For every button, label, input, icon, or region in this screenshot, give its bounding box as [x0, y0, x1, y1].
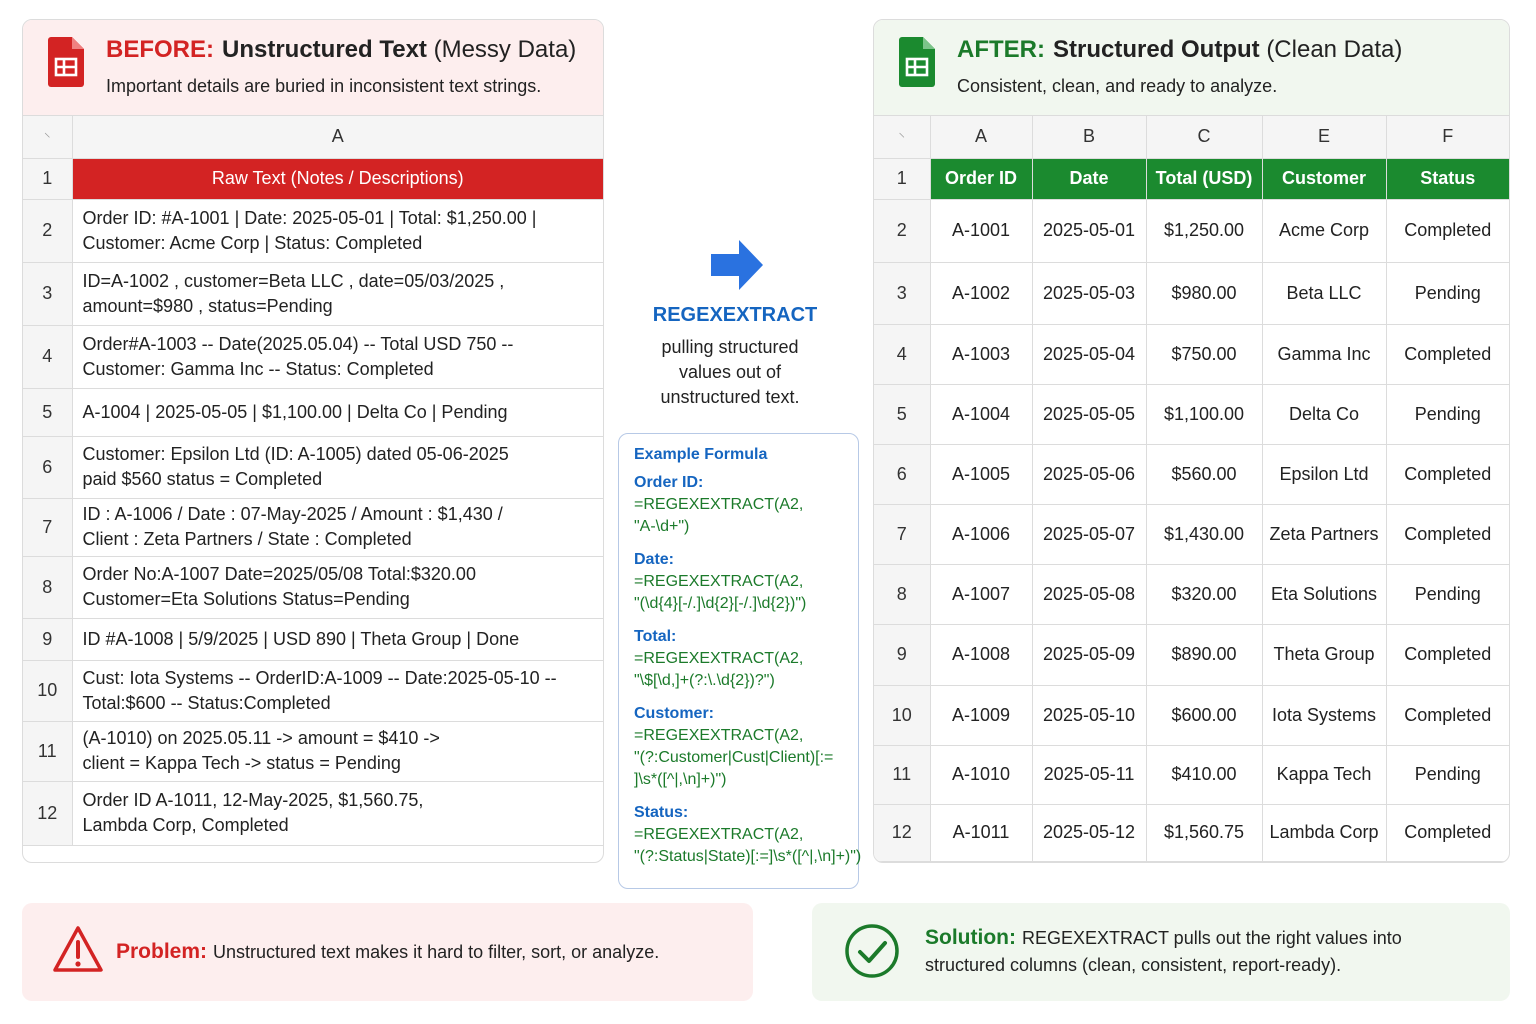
raw-text-header[interactable]: Raw Text (Notes / Descriptions)	[72, 158, 603, 199]
sheets-icon	[899, 37, 935, 87]
data-cell[interactable]: A-1011	[930, 804, 1032, 861]
table-row	[23, 325, 603, 388]
problem-text	[116, 940, 659, 964]
data-cell[interactable]: $1,100.00	[1146, 384, 1262, 444]
data-cell[interactable]: Completed	[1386, 804, 1509, 861]
corner-cell[interactable]: ⸌	[874, 116, 930, 158]
before-subtitle: Important details are buried in inconsistent text strings.	[106, 76, 542, 96]
after-header	[874, 20, 1509, 116]
data-cell[interactable]: A-1006	[930, 504, 1032, 564]
data-cell[interactable]: $1,560.75	[1146, 804, 1262, 861]
formula-code-line: "(?:Status|State)[:=]\s*([^|,\n]+)")	[634, 848, 862, 865]
formula-label: Status:	[634, 804, 689, 821]
description-line: pulling structured	[661, 337, 799, 357]
table-row	[23, 498, 603, 556]
data-cell[interactable]: Lambda Corp	[1262, 804, 1386, 861]
data-cell[interactable]: Epsilon Ltd	[1262, 444, 1386, 504]
data-cell[interactable]: Zeta Partners	[1262, 504, 1386, 564]
data-cell[interactable]: Delta Co	[1262, 384, 1386, 444]
data-cell[interactable]: Completed	[1386, 199, 1509, 262]
solution-box	[812, 903, 1510, 1001]
data-cell[interactable]: $320.00	[1146, 564, 1262, 624]
formula-label: Date:	[634, 551, 675, 568]
table-row	[874, 324, 1509, 384]
row-number[interactable]: 4	[23, 325, 72, 388]
formula-label: Order ID:	[634, 474, 704, 491]
table-row	[23, 660, 603, 721]
warning-icon	[52, 925, 104, 973]
formula-code-line: "(?:Customer|Cust|Client)[:=	[634, 749, 834, 766]
row-number[interactable]: 5	[874, 384, 930, 444]
raw-text-line: (A-1010) on 2025.05.11 -> amount = $410 ->	[82, 728, 440, 748]
formula-list	[634, 472, 862, 868]
row-number[interactable]: 6	[23, 436, 72, 498]
data-cell[interactable]: A-1005	[930, 444, 1032, 504]
formula-code-line: "\$[\d,]+(?:\.\d{2})?")	[634, 672, 775, 689]
row-number[interactable]: 1	[23, 158, 72, 199]
before-panel	[22, 19, 604, 863]
problem-label: Problem:	[116, 940, 208, 963]
table-row	[874, 199, 1509, 262]
column-header-a[interactable]: A	[72, 116, 603, 158]
data-cell[interactable]: 2025-05-04	[1032, 324, 1146, 384]
raw-text-line: Customer: Epsilon Ltd (ID: A-1005) dated 05-06-2025	[82, 444, 509, 464]
data-cell[interactable]: A-1008	[930, 624, 1032, 685]
solution-text	[925, 924, 1402, 979]
row-number[interactable]: 8	[874, 564, 930, 624]
data-cell[interactable]: Kappa Tech	[1262, 745, 1386, 804]
raw-text-line: Customer=Eta Solutions Status=Pending	[82, 589, 410, 609]
row-number[interactable]: 12	[874, 804, 930, 861]
formula-item	[634, 626, 858, 692]
raw-text-cell[interactable]	[72, 262, 603, 325]
formula-code-line: "(\d{4}[-/.]\d{2}[-/.]\d{2})")	[634, 595, 807, 612]
formula-item	[634, 472, 858, 538]
data-cell[interactable]: Beta LLC	[1262, 262, 1386, 324]
raw-text-line: client = Kappa Tech -> status = Pending	[82, 753, 401, 773]
raw-text-cell[interactable]	[72, 498, 603, 556]
data-cell[interactable]: Pending	[1386, 745, 1509, 804]
table-row	[874, 504, 1509, 564]
row-number[interactable]: 6	[874, 444, 930, 504]
row-number[interactable]: 2	[874, 199, 930, 262]
row-number[interactable]: 7	[23, 498, 72, 556]
table-row	[23, 388, 603, 436]
data-cell[interactable]: Eta Solutions	[1262, 564, 1386, 624]
corner-cell[interactable]: ⸌	[23, 116, 72, 158]
column-header-a[interactable]: A	[930, 116, 1032, 158]
formula-item	[634, 703, 858, 791]
data-cell[interactable]: A-1001	[930, 199, 1032, 262]
solution-message-line1: REGEXEXTRACT pulls out the right values into	[1021, 928, 1402, 948]
column-header-c[interactable]: C	[1146, 116, 1262, 158]
data-cell[interactable]: $1,430.00	[1146, 504, 1262, 564]
row-number[interactable]: 3	[23, 262, 72, 325]
raw-text-cell[interactable]	[72, 660, 603, 721]
data-cell[interactable]: A-1007	[930, 564, 1032, 624]
data-cell[interactable]: $410.00	[1146, 745, 1262, 804]
data-cell[interactable]: 2025-05-08	[1032, 564, 1146, 624]
after-title	[957, 36, 1402, 64]
table-row	[874, 262, 1509, 324]
raw-text-line: ID #A-1008 | 5/9/2025 | USD 890 | Theta Group | Done	[82, 628, 520, 649]
raw-text-line: amount=$980 , status=Pending	[82, 295, 333, 316]
formula-code-line: "A-\d+")	[634, 518, 690, 535]
raw-text-cell[interactable]	[72, 388, 603, 436]
raw-text-line: Customer: Gamma Inc -- Status: Completed	[82, 358, 434, 379]
raw-text-line: A-1004 | 2025-05-05 | $1,100.00 | Delta Co | Pending	[82, 401, 508, 422]
raw-text-cell[interactable]	[72, 436, 603, 498]
after-panel	[873, 19, 1510, 863]
data-cell[interactable]: A-1002	[930, 262, 1032, 324]
raw-text-cell[interactable]	[72, 721, 603, 781]
formula-code-line: =REGEXEXTRACT(A2,	[634, 650, 804, 667]
row-number[interactable]: 11	[23, 721, 72, 781]
raw-text-line: Customer: Acme Corp | Status: Completed	[82, 232, 423, 253]
data-cell[interactable]: Acme Corp	[1262, 199, 1386, 262]
data-cell[interactable]: Completed	[1386, 504, 1509, 564]
data-cell[interactable]: 2025-05-03	[1032, 262, 1146, 324]
table-row	[874, 624, 1509, 685]
data-cell[interactable]: 2025-05-05	[1032, 384, 1146, 444]
row-number[interactable]: 5	[23, 388, 72, 436]
data-cell[interactable]: Pending	[1386, 384, 1509, 444]
data-cell[interactable]: Gamma Inc	[1262, 324, 1386, 384]
solution-message-line2: structured columns (clean, consistent, report-ready).	[925, 955, 1342, 975]
before-sheet	[23, 116, 603, 846]
raw-text-cell[interactable]	[72, 325, 603, 388]
raw-text-cell[interactable]	[72, 618, 603, 660]
sheets-icon	[48, 37, 84, 87]
before-title	[106, 36, 576, 64]
data-cell[interactable]: 2025-05-11	[1032, 745, 1146, 804]
formula-code-line: =REGEXEXTRACT(A2,	[634, 573, 804, 590]
before-title-paren: (Messy Data)	[433, 36, 577, 63]
formula-label: Customer:	[634, 705, 715, 722]
column-title[interactable]: Date	[1032, 158, 1146, 199]
problem-message: Unstructured text makes it hard to filter, sort, or analyze.	[213, 942, 660, 962]
raw-text-line: Client : Zeta Partners / State : Completed	[82, 529, 412, 549]
data-cell[interactable]: $890.00	[1146, 624, 1262, 685]
raw-text-line: Total:$600 -- Status:Completed	[82, 692, 331, 713]
data-cell[interactable]: Completed	[1386, 624, 1509, 685]
table-row	[874, 685, 1509, 745]
description-line: values out of	[678, 362, 782, 382]
raw-text-line: paid $560 status = Completed	[82, 469, 323, 489]
formula-code-line: =REGEXEXTRACT(A2,	[634, 826, 804, 843]
row-number[interactable]: 11	[874, 745, 930, 804]
function-description	[640, 335, 820, 410]
after-tag: AFTER:	[957, 36, 1045, 63]
after-title-paren: (Clean Data)	[1266, 36, 1403, 63]
raw-text-line: Order ID: #A-1001 | Date: 2025-05-01 | Total: $1,250.00 |	[82, 207, 537, 228]
formula-box	[618, 433, 862, 889]
column-title[interactable]: Status	[1386, 158, 1509, 199]
column-header-e[interactable]: E	[1262, 116, 1386, 158]
table-row	[23, 436, 603, 498]
raw-text-line: Order ID A-1011, 12-May-2025, $1,560.75,	[82, 790, 424, 810]
solution-label: Solution:	[925, 926, 1016, 949]
row-number[interactable]: 3	[874, 262, 930, 324]
data-cell[interactable]: 2025-05-12	[1032, 804, 1146, 861]
row-number[interactable]: 9	[23, 618, 72, 660]
row-number[interactable]: 8	[23, 556, 72, 618]
data-cell[interactable]: 2025-05-07	[1032, 504, 1146, 564]
row-number[interactable]: 1	[874, 158, 930, 199]
table-row	[874, 804, 1509, 861]
data-cell[interactable]: 2025-05-10	[1032, 685, 1146, 745]
data-cell[interactable]: Completed	[1386, 444, 1509, 504]
table-row	[23, 618, 603, 660]
after-title-main: Structured Output	[1052, 36, 1260, 63]
data-cell[interactable]: Theta Group	[1262, 624, 1386, 685]
data-cell[interactable]: A-1003	[930, 324, 1032, 384]
data-cell[interactable]: Pending	[1386, 262, 1509, 324]
row-number[interactable]: 10	[23, 660, 72, 721]
after-sheet	[874, 116, 1509, 862]
table-row	[23, 781, 603, 845]
right-arrow-icon	[709, 240, 765, 290]
raw-text-line: ID=A-1002 , customer=Beta LLC , date=05/03/2025 ,	[82, 270, 505, 291]
raw-text-line: Order No:A-1007 Date=2025/05/08 Total:$320.00	[82, 564, 476, 584]
before-title-main: Unstructured Text	[222, 36, 427, 63]
column-header-f[interactable]: F	[1386, 116, 1509, 158]
formula-item	[634, 549, 858, 615]
table-row	[874, 564, 1509, 624]
data-cell[interactable]: 2025-05-01	[1032, 199, 1146, 262]
problem-box	[22, 903, 753, 1001]
raw-text-cell[interactable]	[72, 781, 603, 845]
row-number[interactable]: 9	[874, 624, 930, 685]
check-circle-icon	[844, 923, 900, 979]
description-line: unstructured text.	[660, 387, 800, 407]
function-name: REGEXEXTRACT	[652, 304, 818, 326]
raw-text-line: Order#A-1003 -- Date(2025.05.04) -- Total USD 750 --	[82, 333, 514, 354]
data-cell[interactable]: Completed	[1386, 685, 1509, 745]
raw-text-cell[interactable]	[72, 556, 603, 618]
raw-text-line: ID : A-1006 / Date : 07-May-2025 / Amount : $1,430 /	[82, 504, 503, 524]
table-row	[874, 745, 1509, 804]
table-row	[23, 199, 603, 262]
formula-code-line: =REGEXEXTRACT(A2,	[634, 727, 804, 744]
data-cell[interactable]: 2025-05-06	[1032, 444, 1146, 504]
before-header	[23, 20, 603, 116]
formula-box-title: Example Formula	[634, 446, 768, 463]
column-title[interactable]: Customer	[1262, 158, 1386, 199]
table-row	[874, 384, 1509, 444]
data-cell[interactable]: A-1004	[930, 384, 1032, 444]
data-cell[interactable]: Iota Systems	[1262, 685, 1386, 745]
column-header-b[interactable]: B	[1032, 116, 1146, 158]
formula-code-line: ]\s*([^|,\n]+)")	[634, 771, 727, 788]
table-row	[23, 262, 603, 325]
row-number[interactable]: 7	[874, 504, 930, 564]
raw-text-line: Lambda Corp, Completed	[82, 815, 289, 835]
row-number[interactable]: 2	[23, 199, 72, 262]
data-cell[interactable]: $980.00	[1146, 262, 1262, 324]
column-title[interactable]: Order ID	[930, 158, 1032, 199]
column-title[interactable]: Total (USD)	[1146, 158, 1262, 199]
row-number[interactable]: 10	[874, 685, 930, 745]
table-row	[874, 444, 1509, 504]
formula-item	[634, 802, 862, 868]
row-number[interactable]: 4	[874, 324, 930, 384]
table-row	[23, 556, 603, 618]
data-cell[interactable]: Completed	[1386, 324, 1509, 384]
table-row	[23, 721, 603, 781]
before-tag: BEFORE:	[106, 36, 214, 63]
data-cell[interactable]: Pending	[1386, 564, 1509, 624]
raw-text-cell[interactable]	[72, 199, 603, 262]
data-cell[interactable]: A-1009	[930, 685, 1032, 745]
data-cell[interactable]: $1,250.00	[1146, 199, 1262, 262]
data-cell[interactable]: A-1010	[930, 745, 1032, 804]
row-number[interactable]: 12	[23, 781, 72, 845]
raw-text-line: Cust: Iota Systems -- OrderID:A-1009 -- Date:2025-05-10 --	[82, 667, 557, 688]
data-cell[interactable]: 2025-05-09	[1032, 624, 1146, 685]
after-subtitle: Consistent, clean, and ready to analyze.	[957, 76, 1278, 96]
formula-label: Total:	[634, 628, 677, 645]
formula-code-line: =REGEXEXTRACT(A2,	[634, 496, 804, 513]
data-cell[interactable]: $560.00	[1146, 444, 1262, 504]
data-cell[interactable]: $750.00	[1146, 324, 1262, 384]
data-cell[interactable]: $600.00	[1146, 685, 1262, 745]
